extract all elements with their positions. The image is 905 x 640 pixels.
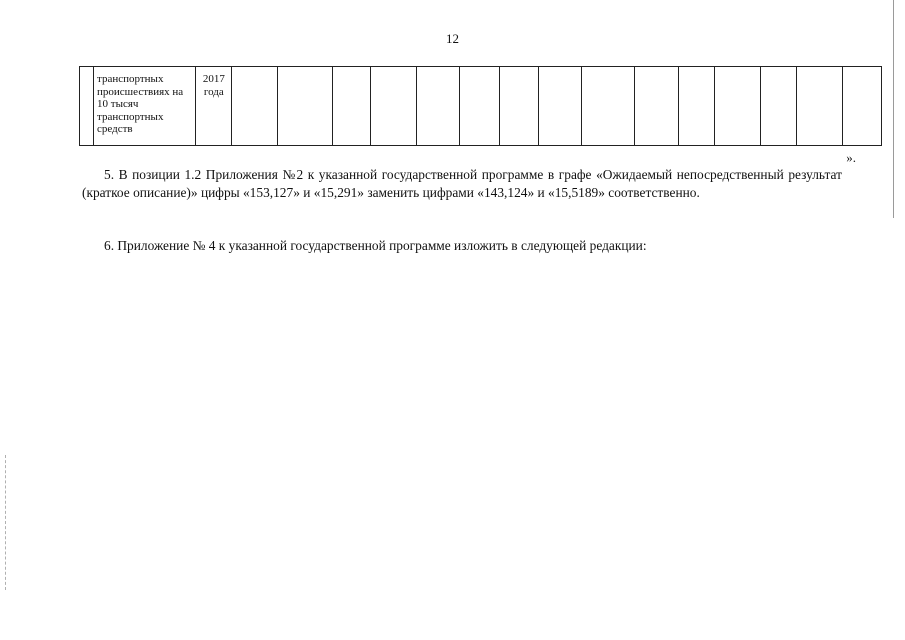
table-cell-empty: [459, 67, 499, 146]
year-line: года: [203, 85, 224, 98]
description-line: транспортных: [97, 110, 164, 123]
description-line: средств: [97, 123, 133, 135]
table-cell-empty: [715, 67, 760, 146]
table-cell-description: [94, 67, 196, 146]
table-cell-empty: [842, 67, 881, 146]
scan-margin-line: [5, 455, 7, 590]
table-cell-index: [80, 67, 94, 146]
table-row: [80, 67, 882, 146]
table-cell-empty: [760, 67, 796, 146]
description-line: происшествиях на: [97, 85, 184, 98]
table-cell-year: [196, 67, 232, 146]
description-line: транспортных: [97, 73, 164, 85]
table-cell-empty: [278, 67, 332, 146]
table-cell-empty: [499, 67, 538, 146]
closing-quote: ».: [846, 150, 856, 165]
table-cell-empty: [370, 67, 416, 146]
paragraph-5: 5. В позиции 1.2 Приложения №2 к указанной государственной программе в графе «Ожидаемый непосредственный результат (краткое описание)» цифры «153,127» и «15,291» заменить цифрами «143,124» и «15,5189» соответственно.: [82, 167, 842, 200]
table-cell-empty: [582, 67, 635, 146]
table-cell-empty: [332, 67, 370, 146]
table-cell-empty: [796, 67, 842, 146]
table-cell-empty: [232, 67, 278, 146]
table-cell-empty: [416, 67, 459, 146]
continuation-table: [79, 66, 882, 146]
description-line: 10 тысяч: [97, 98, 139, 110]
table-cell-empty: [679, 67, 715, 146]
scan-margin-line: [893, 0, 894, 218]
paragraph-6: 6. Приложение № 4 к указанной государственной программе изложить в следующей редакции:: [104, 238, 647, 253]
table-cell-empty: [539, 67, 582, 146]
table-cell-empty: [635, 67, 679, 146]
year-line: 2017: [202, 73, 225, 85]
page-number: 12: [446, 31, 459, 46]
